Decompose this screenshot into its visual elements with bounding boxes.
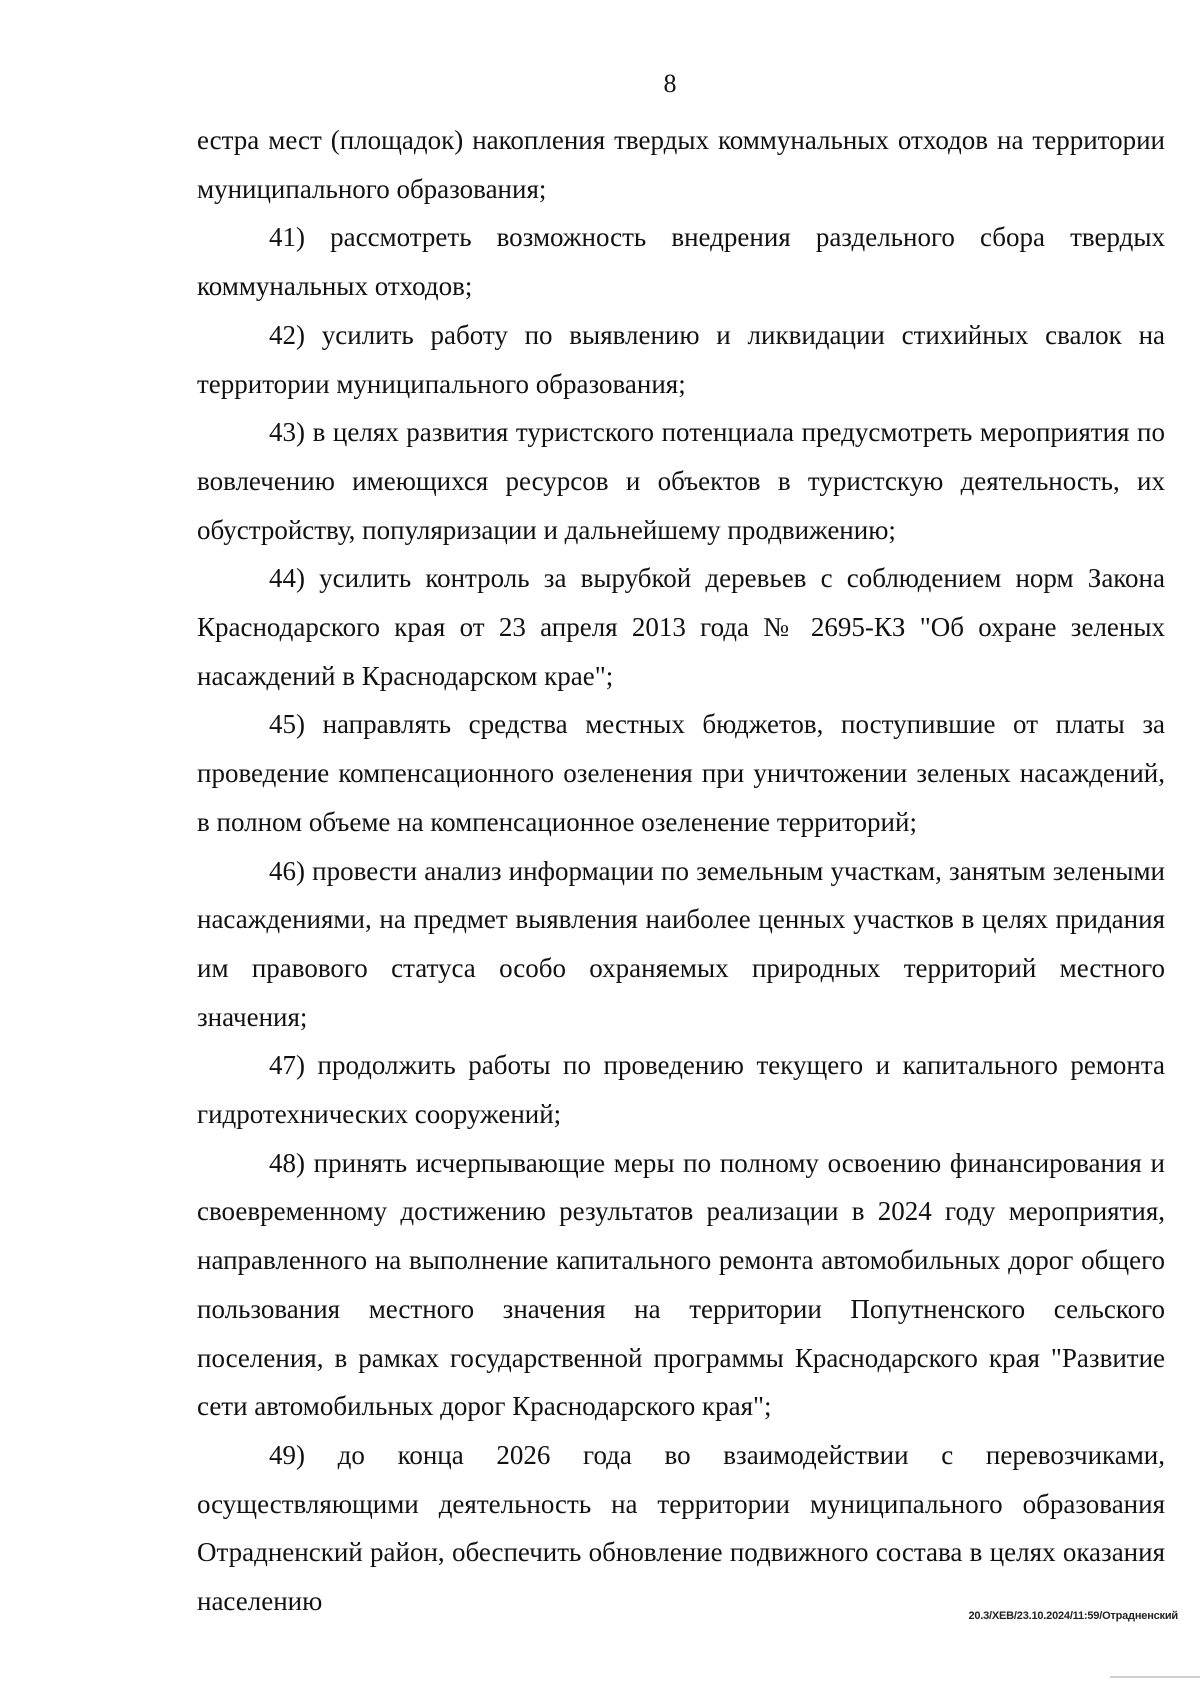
paragraph-5: 44) усилить контроль за вырубкой деревьев с соблюдением норм Закона Краснодарского края от 23 апреля 2013 года № 2695-КЗ "Об охране зеленых насаждений в Краснодарском крае"; bbox=[197, 563, 1165, 691]
page-number: 8 bbox=[663, 69, 677, 98]
paragraph-1: естра мест (площадок) накопления твердых коммунальных отходов на территории муниципального образования; bbox=[197, 125, 1165, 204]
registration-stamp: 20.3/ХЕВ/23.10.2024/11:59/Отрадненский bbox=[968, 1610, 1178, 1622]
scan-edge-line bbox=[1110, 1676, 1200, 1678]
paragraph-10: 49) до конца 2026 года во взаимодействии с перевозчиками, осуществляющими деятельность на территории муниципального образования Отрадненский район, обеспечить обновление подвижного состава в целях оказания населению bbox=[197, 1439, 1165, 1617]
paragraph-2: 41) рассмотреть возможность внедрения раздельного сбора твердых коммунальных отходов; bbox=[197, 222, 1165, 302]
paragraph-6: 45) направлять средства местных бюджетов, поступившие от платы за проведение компенсационного озеленения при уничтожении зеленых насаждений, в полном объеме на компенсационное озеленение территорий; bbox=[197, 709, 1165, 837]
paragraph-7: 46) провести анализ информации по земельным участкам, занятым зелеными насаждениями, на предмет выявления наиболее ценных участков в целях придания им правового статуса особо охраняемых природных территорий местного значения; bbox=[197, 855, 1165, 1032]
paragraph-3: 42) усилить работу по выявлению и ликвидации стихийных свалок на территории муниципального образования; bbox=[197, 319, 1165, 399]
paragraph-9: 48) принять исчерпывающие меры по полному освоению финансирования и своевременному достижению результатов реализации в 2024 году мероприятия, направленного на выполнение капитального ремонта автомобильных дорог общего пользования местного значения на территории Попутненского сельского поселения, в рамках государственной программы Краснодарского края "Развитие сети автомобильных дорог Краснодарского края"; bbox=[197, 1147, 1165, 1422]
paragraph-4: 43) в целях развития туристского потенциала предусмотреть мероприятия по вовлечению имеющихся ресурсов и объектов в туристскую деятельность, их обустройству, популяризации и дальнейшему продвижению; bbox=[197, 417, 1165, 545]
paragraph-8: 47) продолжить работы по проведению текущего и капитального ремонта гидротехнических сооружений; bbox=[197, 1050, 1165, 1130]
document-body bbox=[197, 116, 1165, 1626]
